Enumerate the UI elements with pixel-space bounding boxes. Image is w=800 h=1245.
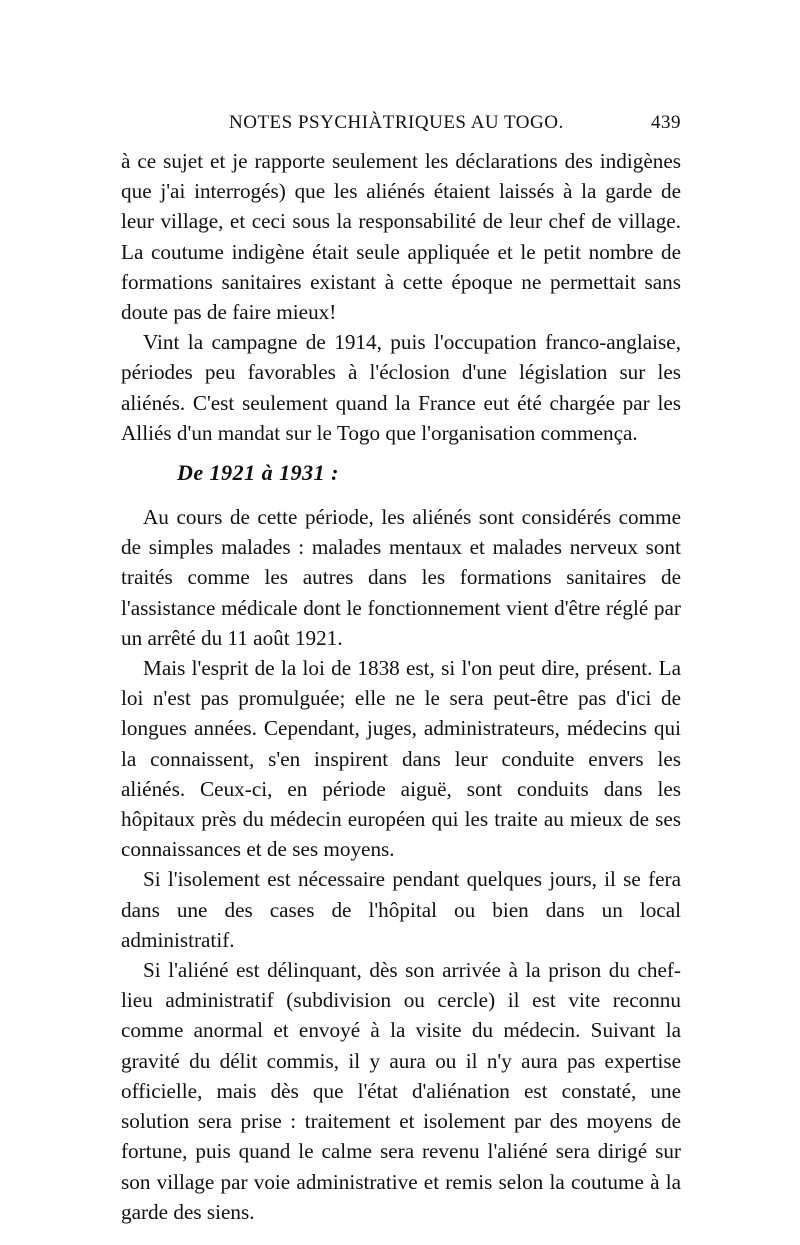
section-heading: De 1921 à 1931 : (177, 460, 339, 486)
paragraph-continued: à ce sujet et je rapporte seulement les déclarations des indigènes que j'ai interrogés) que les aliénés étaient laissés à la garde de leur village, et ceci sous la responsabilité de leur chef de village. La coutume indigène était seule appliquée et le petit nombre de formations sanitaires existant à cette époque ne permettait sans doute pas de faire mieux! (121, 149, 681, 325)
paragraph-period-description: Au cours de cette période, les aliénés sont considérés comme de simples malades : malades mentaux et malades nerveux sont traités comme les autres dans les formations sanitaires de l'assistance médicale dont le fonctionnement vient d'être réglé par un arrêté du 11 août 1921. (121, 505, 681, 650)
paragraph-campaign-1914: Vint la campagne de 1914, puis l'occupation franco-anglaise, périodes peu favorables à l'éclosion d'une législation sur les aliénés. C'est seulement quand la France eut été chargée par les Alliés d'un mandat sur le Togo que l'organisation commença. (121, 330, 681, 445)
page-number: 439 (651, 112, 681, 133)
paragraph-law-1838: Mais l'esprit de la loi de 1838 est, si l'on peut dire, présent. La loi n'est pas promulguée; elle ne le sera peut-être pas d'ici de longues années. Cependant, juges, administrateurs, médecins qui la connaissent, s'en inspirent dans leur conduite envers les aliénés. Ceux-ci, en période aiguë, sont conduits dans les hôpitaux près du médecin européen qui les traite au mieux de ses connaissances et de ses moyens. (121, 656, 681, 862)
paragraph-delinquent: Si l'aliéné est délinquant, dès son arrivée à la prison du chef-lieu administratif (subdivision ou cercle) il est vite reconnu comme anormal et envoyé à la visite du médecin. Suivant la gravité du délit commis, il y aura ou il n'y aura pas expertise officielle, mais dès que l'état d'aliénation est constaté, une solution sera prise : traitement et isolement par des moyens de fortune, puis quand le calme sera revenu l'aliéné sera dirigé sur son village par voie administrative et remis selon la coutume à la garde des siens. (121, 958, 681, 1224)
paragraph-isolation: Si l'isolement est nécessaire pendant quelques jours, il se fera dans une des cases de l'hôpital ou bien dans un local administratif. (121, 867, 681, 952)
running-head (121, 112, 681, 146)
running-title: NOTES PSYCHIÀTRIQUES AU TOGO. (229, 112, 564, 133)
book-page (121, 112, 681, 1227)
